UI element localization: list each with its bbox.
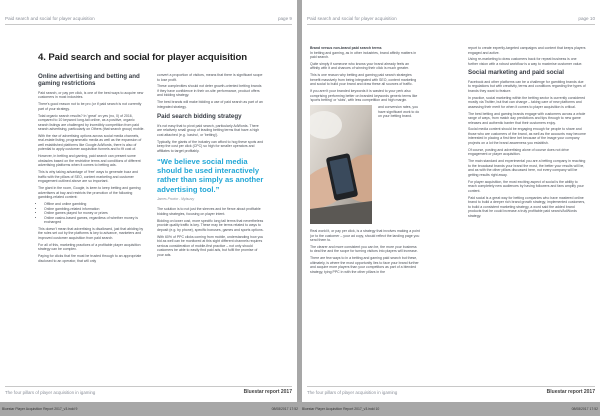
paragraph: There are few ways to in a betting and gaming paid search but these, ultimately, is where the most opportunity lies to face your brand further and acquire more players than your competitors as part of a blended strategy, tying PPC in with the other pillars in the (310, 256, 419, 274)
paragraph: If you aren't your branded keywords it is wasted to your perk also comprising performing better on branded keywords generic terms like 'sports betting' or 'slots', with less competition and high margin. (310, 89, 418, 103)
paragraph: The best betting and gaming brands engage with customers across a whole range of ways, from match day predictions and tips through to new game releases and authentic banter that their customers enjoy. (468, 111, 586, 125)
left-column-1 (38, 73, 145, 266)
paragraph: Social media content should be engaging enough for people to share and those who are customers of the brand, as well as the accounts may become interested in placing a first time bet because of the image your company projects on a lot the brand awareness you establish. (468, 127, 586, 145)
paragraph: Total organic search results? In 'great' on yes (no, 0) of 2016, compared to 10 keyword long-tail online, as a positive, organic search listings are challenged by incredibly competition from paid search advertising, particularly on Others (that search group) mobile. (38, 113, 145, 132)
paragraph: This is one reason why betting and gaming paid search strategies benefit massively from being integrated with SEO, content marketing and social to build your brand and draw these all sources of traffic. (310, 73, 417, 87)
right-file-name: Bluestar Player Acquisition Report 2017_v3.indd 10 (302, 407, 380, 411)
subheading-brand-terms: Brand versus non-brand paid search terms (310, 46, 382, 50)
paragraph: Paying for clicks that fire must be trusted through to an appropriate disclosed to an operator, that will only (38, 254, 142, 263)
paragraph: For player acquisition, the most exciting aspect of social is the ability to reach completely new audiences by having followers and fans amplify your content. (468, 179, 584, 193)
paragraph: Paid search, or pay per click, is one of the best ways to acquire new customers in most industries. (38, 90, 144, 100)
paragraph: Using re-marketing to draw customers back for repeat business is one further vision with a robust workflow is a way to maximise customer value. (468, 57, 583, 66)
right-footer-text: The four pillars of player acquisition in igaming (307, 390, 398, 395)
right-header-page-number: page 10 (578, 16, 595, 21)
paragraph: The main standard and experimental you are a betting company in reaching to the broadcast brands your brand the most, the better your results will be, and as with the other pillars discussed here, not every company will be getting results right away. (468, 159, 586, 177)
paragraph: There's good reason not to be pro (or if paid search is not currently part of your strategy. (38, 102, 142, 111)
left-footer-text: The four pillars of player acquisition in igaming (5, 390, 96, 395)
paragraph: With the rise of advertising options across social media channels, real-estate listing, programmatic media as well as the expansion of well established platforms like Google AdWords, there is also of potential to apply customer acquisition funnels and to fit cost of. (38, 133, 142, 152)
left-page (0, 0, 297, 402)
right-slug-bar (302, 404, 598, 414)
section-heading: 4. Paid search and social for player acquisition (38, 52, 248, 63)
left-slug-bar (2, 404, 298, 414)
paragraph: For all of this, marketing practices of a profitable player acquisition strategy can be complex. (38, 242, 141, 252)
paragraph: Paid social is a great way for betting companies who have mastered online brand to build a deeper rich brand growth strategy, implemented customers, to build a consistent marketing strategy, a word said the added brand products that he could increase a truly profitable paid search/AdWords strategy. (468, 195, 586, 218)
left-file-date: 08/08/2017 17:52 (271, 407, 298, 411)
left-footer-brand: Bluestar report 2017 (243, 389, 292, 395)
right-column-2 (468, 46, 586, 220)
list-item: • Online gambling-related information (44, 207, 145, 212)
list-item: • Online casino-based games, regardless of whether money is exchanged (44, 216, 145, 225)
right-column-1 (310, 46, 420, 277)
subheading-online-advertising: Online advertising and betting and gaming restrictions (38, 73, 140, 88)
subheading-bidding-strategy: Paid search bidding strategy (157, 113, 242, 121)
paragraph: The best brands will make bidding a use of paid search as part of an integrated strategy. (157, 100, 263, 109)
paragraph: convert a proportion of visitors, means that there is significant scope to lose profit. (157, 73, 263, 82)
article-photo (310, 105, 420, 225)
subheading-social-marketing: Social marketing and paid social (468, 69, 564, 77)
list-item: • Online games played for money or prizes (44, 211, 145, 216)
paragraph: The solution is to not just the sleeves and be fierce about profitable bidding strategies, focusing on player intent. (157, 207, 261, 216)
left-column-2 (157, 73, 264, 260)
paragraph: The clearer and more consistent you can be, the more your business to deal the and the scope for turning visitors into players will increase. (310, 244, 418, 254)
left-file-name: Bluestar Player Acquisition Report 2017_v3.indd 9 (2, 407, 78, 411)
restricted-content-list (38, 202, 145, 225)
paragraph: Of course, posting and advertising alone of course does not drive engagement or player acquisition. (468, 147, 569, 157)
paragraph: Facebook and other platforms can be a challenge for gambling brands due to regulations but with creativity, terms and conditions regarding the types of brands they want to feature. (468, 79, 586, 93)
pull-quote: “We believe social media should be used interactively rather than simply as another advertising tool.” (157, 157, 264, 194)
right-page (302, 0, 600, 402)
paragraph: report to create expertly-targeted campaigns and content that keeps players engaged and active. (468, 46, 586, 55)
paragraph: Quite simply if someone who knows your brand already feels an affinity with it and chances of winning their click is much greater. (310, 61, 410, 71)
right-page-header (307, 14, 595, 25)
photo-hands-phone (310, 105, 372, 224)
paragraph: This is why taking advantage of 'free' ways to generate buzz and traffic with the pillars of SEO, content marketing and customer engagement outlined above are so important. (38, 170, 138, 184)
right-file-date: 08/08/2017 17:52 (571, 407, 598, 411)
paragraph: With 60% of PPC clicks coming from mobile, understanding how you bid as well can be monitored at this sight different channels requires serious consideration of mobile-first practice – not only should customers be able to easily find paid ads, but fulfil the promise of your ads. (157, 234, 264, 257)
paragraph: The giant in the room, Google, is keen to keep betting and gaming advertisers at bay and restricts the promotion of the following gambling-related content: (38, 186, 141, 200)
paragraph: However, in betting and gaming, paid search can present some obstacles based on the restrictive terms and conditions of different advertising platforms when it comes to betting ads. (38, 154, 141, 168)
paragraph: and conversion rates, you have significant work to do on your betting brand. (378, 105, 420, 119)
right-page-footer (307, 386, 595, 397)
left-header-page-number: page 9 (277, 16, 292, 21)
list-item: • Offline and online gambling (44, 202, 145, 207)
paragraph: In betting and gaming, as in other industries, brand affinity matters in paid search. (310, 50, 417, 59)
hands-holding-phone-image (310, 105, 372, 224)
paragraph: Bidding on lower cost, more specific long tail terms that nevertheless provide quality traffic is key. These may be terms related to ways to deposit (e.g. by phone), specific bonuses, games and sports options. (157, 218, 264, 232)
paragraph: In practice, social marketing within the betting sector is currently considered mostly via Twitter, but that can change – taking care of new platforms and assessing their merit for when it comes to player acquisition is critical. (468, 95, 586, 109)
left-page-header (5, 14, 292, 25)
photo-side-text (378, 105, 420, 121)
paragraph: Real world it, or pay per click, is a strategy that involves making a point (or to the customer – your ad copy, should reflect the landing page you send them to. (310, 229, 420, 243)
pull-quote-source: James Proctor - Mybuzzy (157, 196, 195, 201)
left-header-title: Paid search and social for player acquisition (5, 16, 95, 21)
left-page-footer (5, 386, 292, 397)
paragraph: It's not easy that to pivot paid search, particularly AdWords. There are relatively small group of leading betting terms that have a high cost attached (e.g. 'casino', or 'betting'). (157, 123, 260, 137)
paragraph: These complexities should not deter growth-oriented betting brands if they have confidence in their on-site performance, product offers and bidding strategy. (157, 84, 262, 98)
paragraph: This doesn't mean that advertising is disallowed, just that abiding by the rules set out by the platforms is key to advance, marketers and improved customer acquisition from paid search. (38, 226, 144, 240)
right-header-title: Paid search and social for player acquisition (307, 16, 397, 21)
right-footer-brand: Bluestar report 2017 (546, 389, 595, 395)
paragraph: Typically, the giants of the industry can afford to hog these spots and keep the cost per click (CPC) so high for smaller operators and affiliates to target profitably. (157, 139, 264, 153)
